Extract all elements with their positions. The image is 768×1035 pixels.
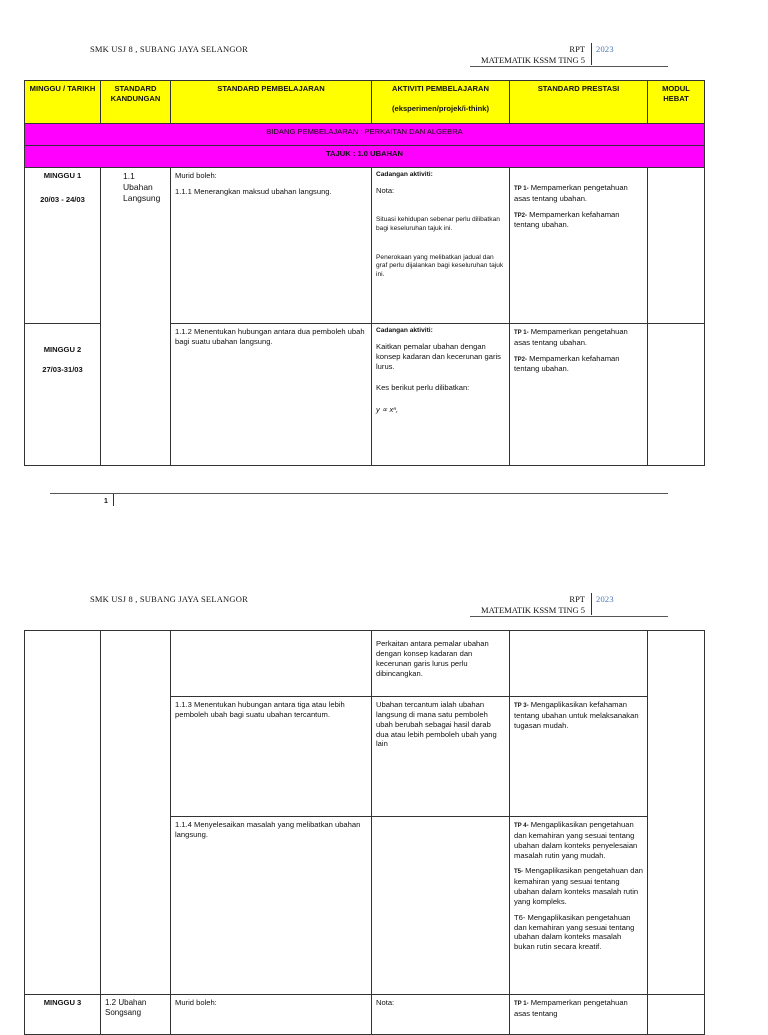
rpt-header bbox=[470, 44, 585, 54]
rpt-table-page1 bbox=[24, 80, 705, 466]
subject-header: MATEMATIK KSSM TING 5 bbox=[481, 55, 585, 65]
sp-cell: Murid boleh: bbox=[171, 995, 372, 1035]
bidang-band: BIDANG PEMBELAJARAN : PERKAITAN DAN ALGEBRA bbox=[25, 124, 705, 146]
ap-cell: Cadangan aktiviti: Nota: Situasi kehidupan sebenar perlu dilibatkan bagi keseluruhan tajuk ini. Penerokaan yang melibatkan jadual dan graf perlu dijalankan bagi keseluruhan tajuk ini. bbox=[372, 168, 510, 324]
modul-cell bbox=[648, 631, 705, 995]
rpt-header bbox=[470, 594, 585, 604]
sk-cell: 1.1 Ubahan Langsung bbox=[101, 168, 171, 466]
week-cell: MINGGU 3 bbox=[25, 995, 101, 1035]
sp-cell: Murid boleh: 1.1.1 Menerangkan maksud ubahan langsung. bbox=[171, 168, 372, 324]
col-standard-prestasi: STANDARD PRESTASI bbox=[510, 81, 648, 124]
header-divider bbox=[591, 593, 592, 615]
modul-cell bbox=[648, 168, 705, 324]
sprestasi-cell bbox=[510, 631, 648, 697]
sprestasi-cell: TP 1- Mempamerkan pengetahuan asas tentang ubahan. TP2- Mempamerkan kefahaman tentang ubahan. bbox=[510, 168, 648, 324]
school-header: SMK USJ 8 , SUBANG JAYA SELANGOR bbox=[90, 594, 248, 604]
footer-divider bbox=[113, 494, 114, 506]
year-label: 2023 bbox=[596, 44, 614, 54]
col-minggu: MINGGU / TARIKH bbox=[25, 81, 101, 124]
footer-rule bbox=[50, 493, 668, 494]
ap-cell: Perkaitan antara pemalar ubahan dengan konsep kadaran dan kecerunan garis lurus perlu dibincangkan. bbox=[372, 631, 510, 697]
col-standard-pembelajaran: STANDARD PEMBELAJARAN bbox=[171, 81, 372, 124]
week-cell: MINGGU 1 20/03 - 24/03 bbox=[25, 168, 101, 324]
col-modul-hebat: MODUL HEBAT bbox=[648, 81, 705, 124]
ap-cell: Cadangan aktiviti: Kaitkan pemalar ubahan dengan konsep kadaran dan kecerunan garis lurus. Kes berikut perlu dilibatkan: y ∝ xⁿ, bbox=[372, 324, 510, 466]
sp-cell: 1.1.3 Menentukan hubungan antara tiga atau lebih pemboleh ubah bagi suatu ubahan tercantum. bbox=[171, 697, 372, 817]
rpt-label: RPT bbox=[569, 44, 585, 54]
week-cell bbox=[25, 631, 101, 995]
rpt-table-page2 bbox=[24, 630, 705, 1035]
sk-cell: 1.2 Ubahan Songsang bbox=[101, 995, 171, 1035]
sprestasi-cell: TP 1- Mempamerkan pengetahuan asas tentang ubahan. TP2- Mempamerkan kefahaman tentang ubahan. bbox=[510, 324, 648, 466]
ap-cell bbox=[372, 817, 510, 995]
sprestasi-cell: TP 4- Mengaplikasikan pengetahuan dan kemahiran yang sesuai tentang ubahan dalam konteks penyelesaian masalah rutin yang mudah. T5- Mengaplikasikan pengetahuan dan kemahiran yang sesuai tentang ubahan dalam konteks masalah rutin yang kompleks. T6- Mengaplikasikan pengetahuan dan kemahiran yang sesuai tentang ubahan dalam konteks masalah bukan rutin secara kreatif. bbox=[510, 817, 648, 995]
col-standard-kandungan: STANDARD KANDUNGAN bbox=[101, 81, 171, 124]
school-header: SMK USJ 8 , SUBANG JAYA SELANGOR bbox=[90, 44, 248, 54]
ap-cell: Nota: bbox=[372, 995, 510, 1035]
sk-cell bbox=[101, 631, 171, 995]
header-rule bbox=[470, 616, 668, 617]
modul-cell bbox=[648, 324, 705, 466]
sprestasi-cell: TP 1- Mempamerkan pengetahuan asas tentang bbox=[510, 995, 648, 1035]
col-aktiviti-pembelajaran: AKTIVITI PEMBELAJARAN (eksperimen/projek/i-think) bbox=[372, 81, 510, 124]
sp-cell: 1.1.4 Menyelesaikan masalah yang melibatkan ubahan langsung. bbox=[171, 817, 372, 995]
week-cell: MINGGU 2 27/03-31/03 bbox=[25, 324, 101, 466]
modul-cell bbox=[648, 995, 705, 1035]
header-divider bbox=[591, 43, 592, 65]
sp-cell: 1.1.2 Menentukan hubungan antara dua pemboleh ubah bagi suatu ubahan langsung. bbox=[171, 324, 372, 466]
sprestasi-cell: TP 3- Mengaplikasikan kefahaman tentang ubahan untuk melaksanakan tugasan mudah. bbox=[510, 697, 648, 817]
tajuk-band: TAJUK : 1.0 UBAHAN bbox=[25, 146, 705, 168]
ap-cell: Ubahan tercantum ialah ubahan langsung di mana satu pemboleh ubah berubah sebagai hasil darab dua atau lebih pemboleh ubah yang lain bbox=[372, 697, 510, 817]
subject-header: MATEMATIK KSSM TING 5 bbox=[481, 605, 585, 615]
page-number: 1 bbox=[104, 498, 108, 505]
sp-cell bbox=[171, 631, 372, 697]
header-rule bbox=[470, 66, 668, 67]
year-label: 2023 bbox=[596, 594, 614, 604]
rpt-label: RPT bbox=[569, 594, 585, 604]
